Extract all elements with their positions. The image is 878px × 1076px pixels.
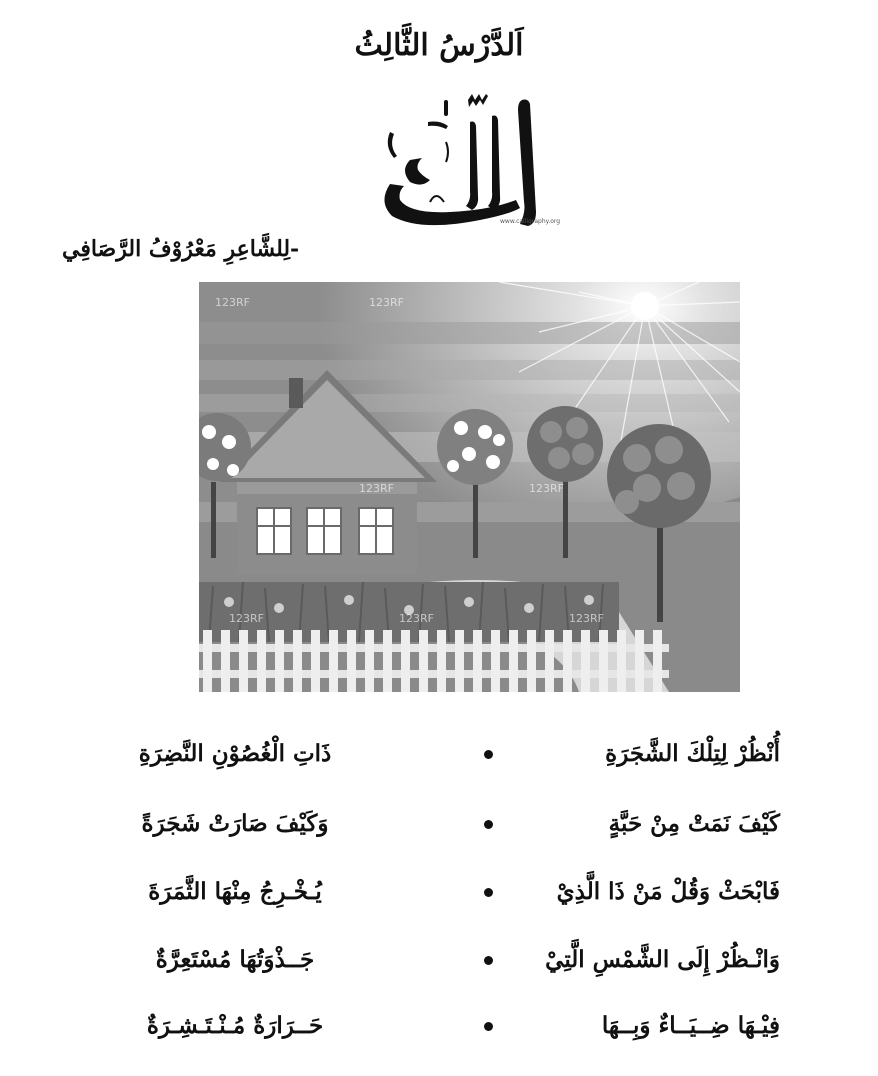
svg-text:123RF: 123RF: [215, 296, 250, 309]
svg-text:123RF: 123RF: [529, 482, 564, 495]
svg-text:123RF: 123RF: [229, 612, 264, 625]
bullet-icon: [484, 1022, 493, 1031]
bullet-icon: [484, 820, 493, 829]
svg-text:123RF: 123RF: [359, 482, 394, 495]
verse-row: [0, 946, 878, 986]
verse-row: [0, 1012, 878, 1052]
verse-first-half: فَابْحَثْ وَقُلْ مَنْ ذَا الَّذِيْ: [556, 878, 780, 905]
house-illustration: [199, 282, 740, 692]
bullet-icon: [484, 750, 493, 759]
verse-first-half: فِيْـهَا ضِــيَــاءٌ وَبِــهَا: [601, 1012, 780, 1039]
verse-second-half: حَــرَارَةٌ مُـنْـتَـشِـرَةٌ: [146, 1012, 324, 1039]
verse-row: [0, 740, 878, 780]
verse-first-half: وَانْـظُرْ إِلَى الشَّمْسِ الَّتِيْ: [545, 946, 780, 973]
calligraphy-credit: www.calligraphy.org: [500, 218, 561, 225]
verse-row: [0, 878, 878, 918]
bullet-icon: [484, 956, 493, 965]
verse-first-half: كَيْفَ نَمَتْ مِنْ حَبَّةٍ: [608, 810, 780, 837]
svg-text:123RF: 123RF: [399, 612, 434, 625]
poet-attribution: -لِلشَّاعِرِ مَعْرُوْفُ الرَّصَافِي: [62, 236, 300, 262]
verse-second-half: جَــذْوَتُهَا مُسْتَعِرَّةٌ: [155, 946, 315, 973]
allah-calligraphy: [370, 92, 570, 232]
verse-second-half: ذَاتِ الْغُصُوْنِ النَّضِرَةِ: [138, 740, 332, 767]
lesson-title: اَلدَّرْسُ الثَّالِثُ: [354, 28, 524, 63]
sun: [631, 292, 659, 320]
verse-second-half: يُـخْـرِجُ مِنْهَا الثَّمَرَةَ: [148, 878, 322, 905]
verse-row: [0, 810, 878, 850]
svg-text:123RF: 123RF: [369, 296, 404, 309]
poem: [0, 740, 878, 1060]
verse-first-half: أُنْظُرْ لِتِلْكَ الشَّجَرَةِ: [605, 740, 780, 767]
verse-second-half: وَكَيْفَ صَارَتْ شَجَرَةً: [141, 810, 329, 837]
bullet-icon: [484, 888, 493, 897]
svg-text:123RF: 123RF: [569, 612, 604, 625]
